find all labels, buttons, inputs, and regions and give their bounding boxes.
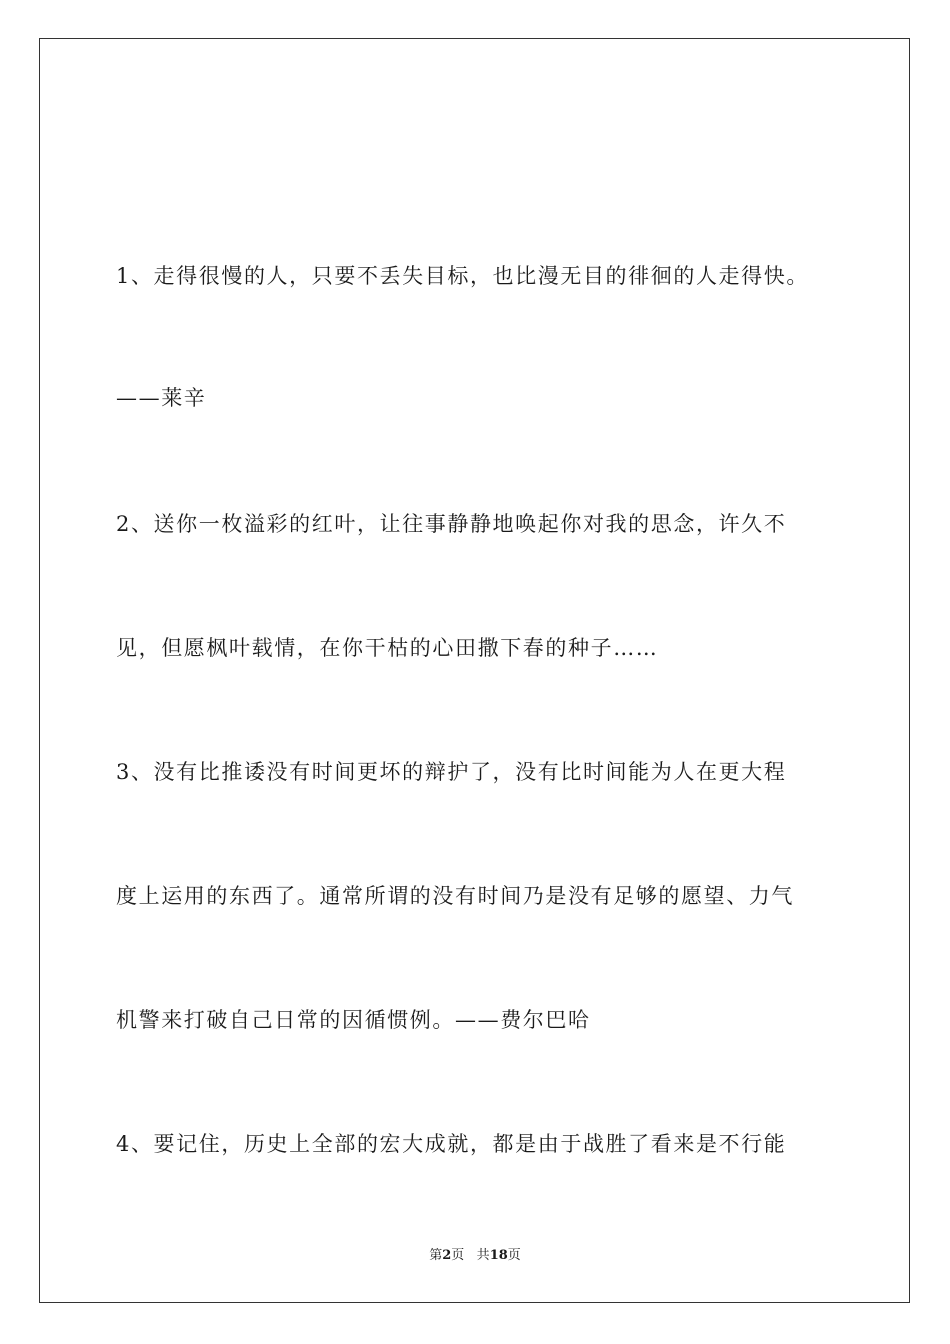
text-line-6: 度上运用的东西了。通常所谓的没有时间乃是没有足够的愿望、力气	[116, 884, 794, 908]
footer-page-number: 2	[442, 1248, 452, 1263]
footer-total-prefix: 共	[476, 1248, 490, 1263]
footer-total-pages: 18	[489, 1248, 508, 1263]
footer-page-suffix: 页	[451, 1248, 465, 1263]
footer-total-suffix: 页	[507, 1248, 521, 1263]
page-border	[39, 38, 910, 1303]
text-line-2: ——莱辛	[116, 386, 207, 410]
text-line-8: 4、要记住，历史上全部的宏大成就，都是由于战胜了看来是不行能	[116, 1132, 787, 1156]
footer-page-prefix: 第	[429, 1248, 443, 1263]
text-line-7: 机警来打破自己日常的因循惯例。——费尔巴哈	[116, 1008, 591, 1032]
text-line-5: 3、没有比推诿没有时间更坏的辩护了，没有比时间能为人在更大程	[116, 760, 787, 784]
text-line-4: 见，但愿枫叶载情，在你干枯的心田撒下春的种子……	[116, 636, 659, 660]
text-line-3: 2、送你一枚溢彩的红叶，让往事静静地唤起你对我的思念，许久不	[116, 512, 787, 536]
text-line-1: 1、走得很慢的人，只要不丢失目标，也比漫无目的徘徊的人走得快。	[116, 264, 809, 288]
page-footer	[0, 1247, 950, 1265]
